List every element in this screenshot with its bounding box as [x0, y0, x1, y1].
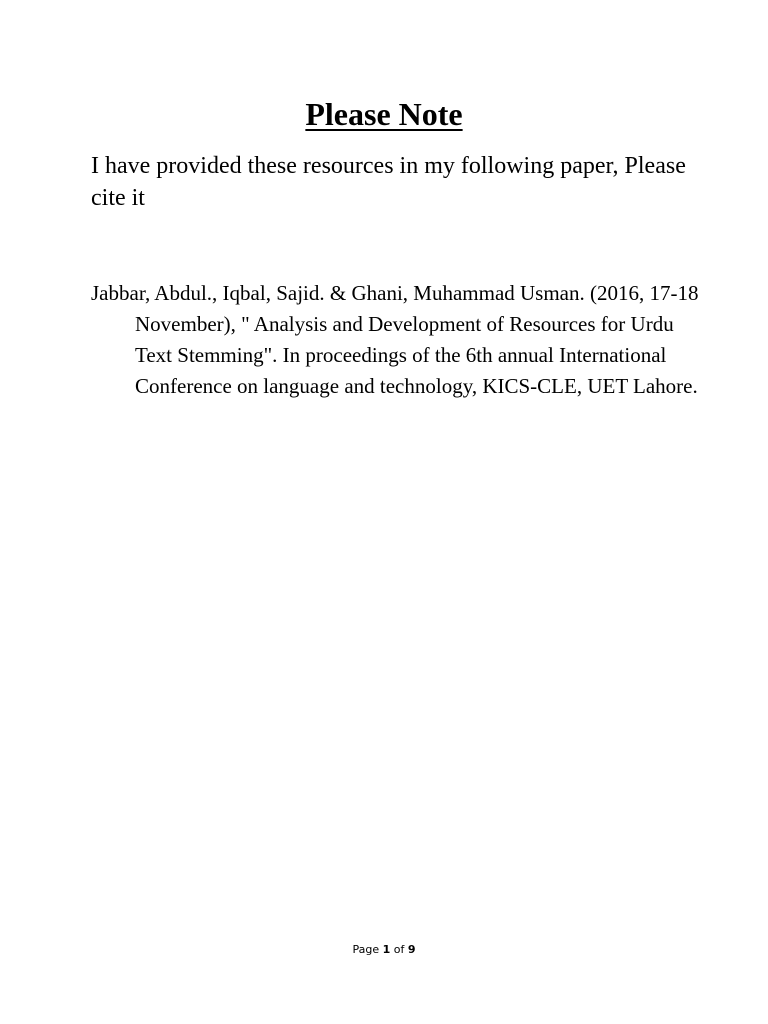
page-number: 1 [382, 943, 391, 956]
total-pages: 9 [407, 943, 416, 956]
page-label: Page [352, 943, 380, 956]
of-label: of [393, 943, 405, 956]
page-footer [0, 942, 768, 958]
page-title: Please Note [305, 96, 463, 132]
citation-reference: Jabbar, Abdul., Iqbal, Sajid. & Ghani, Muhammad Usman. (2016, 17-18 November), " Analysis and Development of Resources for Urdu Text Stemming". In proceedings of the 6th annual International Conference on language and technology, KICS-CLE, UET Lahore. [91, 281, 699, 398]
intro-paragraph: I have provided these resources in my following paper, Please cite it [91, 153, 686, 211]
